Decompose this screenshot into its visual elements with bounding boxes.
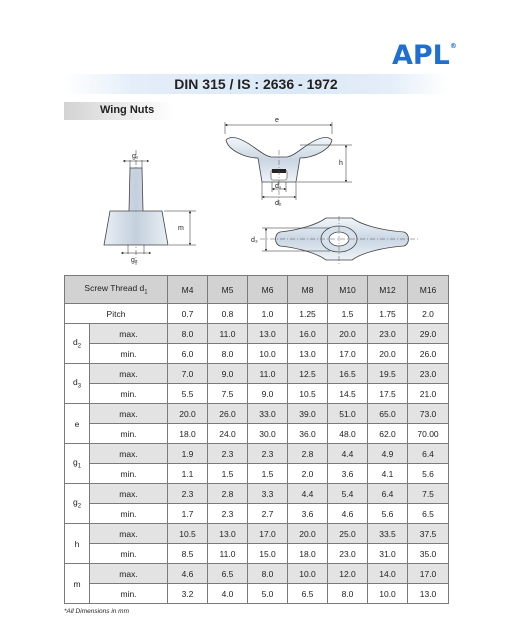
value-cell: 4.0	[208, 584, 248, 604]
value-cell: 10.5	[288, 384, 328, 404]
value-cell: 30.0	[248, 424, 288, 444]
value-cell: 33.0	[248, 404, 288, 424]
table-row	[65, 544, 449, 564]
value-cell: 7.5	[208, 384, 248, 404]
header-size: M5	[208, 276, 248, 304]
value-cell: 4.4	[328, 444, 368, 464]
value-cell: 36.0	[288, 424, 328, 444]
value-cell: 16.5	[328, 364, 368, 384]
value-cell: 8.5	[168, 544, 208, 564]
value-cell: 6.0	[168, 344, 208, 364]
value-cell: 23.0	[408, 364, 449, 384]
value-cell: 4.9	[368, 444, 408, 464]
value-cell: 17.0	[408, 564, 449, 584]
dimension-symbol: $g_1$	[65, 444, 90, 484]
section-title: Wing Nuts	[100, 104, 155, 116]
label-g1: g₁	[132, 153, 139, 160]
value-cell: 10.0	[248, 344, 288, 364]
pitch-label: Pitch	[65, 304, 168, 324]
limit-label: max.	[90, 404, 168, 424]
value-cell: 2.3	[248, 444, 288, 464]
limit-label: min.	[90, 344, 168, 364]
value-cell: 33.5	[368, 524, 408, 544]
table-row	[65, 364, 449, 384]
value-cell: 26.0	[408, 344, 449, 364]
table-row	[65, 384, 449, 404]
table-row	[65, 324, 449, 344]
value-cell: 10.0	[368, 584, 408, 604]
value-cell: 1.5	[208, 464, 248, 484]
dimension-symbol: $d_2$	[65, 324, 90, 364]
label-d1: d₁	[275, 183, 282, 190]
footnote: *All Dimensions in mm	[64, 608, 130, 615]
value-cell: 8.0	[168, 324, 208, 344]
table-row	[65, 524, 449, 544]
side-view	[104, 150, 196, 266]
value-cell: 6.5	[208, 564, 248, 584]
value-cell: 3.6	[328, 464, 368, 484]
value-cell: 13.0	[408, 584, 449, 604]
pitch-cell: 0.7	[168, 304, 208, 324]
value-cell: 6.5	[288, 584, 328, 604]
pitch-cell: 0.8	[208, 304, 248, 324]
brand-name: APL	[392, 40, 450, 71]
value-cell: 11.0	[208, 544, 248, 564]
value-cell: 20.0	[328, 324, 368, 344]
top-view	[251, 216, 420, 264]
table-row	[65, 564, 449, 584]
brand-mark: ®	[449, 42, 457, 50]
value-cell: 20.0	[168, 404, 208, 424]
table-row	[65, 464, 449, 484]
limit-label: min.	[90, 584, 168, 604]
value-cell: 5.6	[408, 464, 449, 484]
value-cell: 2.3	[208, 444, 248, 464]
value-cell: 8.0	[248, 564, 288, 584]
value-cell: 18.0	[288, 544, 328, 564]
value-cell: 20.0	[288, 524, 328, 544]
value-cell: 8.0	[328, 584, 368, 604]
value-cell: 37.5	[408, 524, 449, 544]
value-cell: 6.5	[408, 504, 449, 524]
value-cell: 31.0	[368, 544, 408, 564]
table-row	[65, 424, 449, 444]
header-size: M12	[368, 276, 408, 304]
header-size: M6	[248, 276, 288, 304]
value-cell: 17.5	[368, 384, 408, 404]
table-row	[65, 584, 449, 604]
value-cell: 3.2	[168, 584, 208, 604]
value-cell: 16.0	[288, 324, 328, 344]
table-header-row	[65, 276, 449, 304]
header-size: M4	[168, 276, 208, 304]
header-size: M10	[328, 276, 368, 304]
value-cell: 10.0	[288, 564, 328, 584]
value-cell: 2.8	[288, 444, 328, 464]
value-cell: 51.0	[328, 404, 368, 424]
value-cell: 20.0	[368, 344, 408, 364]
value-cell: 17.0	[248, 524, 288, 544]
value-cell: 14.0	[368, 564, 408, 584]
value-cell: 17.0	[328, 344, 368, 364]
limit-label: min.	[90, 424, 168, 444]
limit-label: max.	[90, 564, 168, 584]
value-cell: 48.0	[328, 424, 368, 444]
dimension-table	[64, 275, 449, 604]
limit-label: max.	[90, 524, 168, 544]
table-row	[65, 404, 449, 424]
table-row	[65, 444, 449, 464]
value-cell: 1.7	[168, 504, 208, 524]
table-row-pitch	[65, 304, 449, 324]
value-cell: 5.5	[168, 384, 208, 404]
value-cell: 4.4	[288, 484, 328, 504]
value-cell: 4.6	[328, 504, 368, 524]
value-cell: 70.00	[408, 424, 449, 444]
value-cell: 2.7	[248, 504, 288, 524]
label-d3: d₃	[251, 237, 258, 244]
pitch-cell: 1.25	[288, 304, 328, 324]
value-cell: 13.0	[248, 324, 288, 344]
dimension-symbol: $g_2$	[65, 484, 90, 524]
wing-nut-drawing	[0, 0, 513, 270]
value-cell: 12.0	[328, 564, 368, 584]
value-cell: 9.0	[248, 384, 288, 404]
value-cell: 3.6	[288, 504, 328, 524]
value-cell: 26.0	[208, 404, 248, 424]
value-cell: 39.0	[288, 404, 328, 424]
pitch-cell: 1.75	[368, 304, 408, 324]
label-m: m	[178, 225, 184, 232]
front-view	[225, 117, 352, 207]
header-size: M16	[408, 276, 449, 304]
value-cell: 9.0	[208, 364, 248, 384]
dimension-symbol: m	[65, 564, 90, 604]
value-cell: 4.1	[368, 464, 408, 484]
pitch-cell: 1.0	[248, 304, 288, 324]
label-e: e	[275, 117, 279, 124]
pitch-cell: 1.5	[328, 304, 368, 324]
pitch-cell: 2.0	[408, 304, 449, 324]
value-cell: 6.4	[368, 484, 408, 504]
value-cell: 29.0	[408, 324, 449, 344]
value-cell: 10.5	[168, 524, 208, 544]
table-row	[65, 504, 449, 524]
value-cell: 2.3	[208, 504, 248, 524]
value-cell: 2.3	[168, 484, 208, 504]
value-cell: 1.1	[168, 464, 208, 484]
value-cell: 1.9	[168, 444, 208, 464]
table-row	[65, 484, 449, 504]
header-size: M8	[288, 276, 328, 304]
label-d2: d₂	[275, 200, 282, 207]
value-cell: 8.0	[208, 344, 248, 364]
value-cell: 5.4	[328, 484, 368, 504]
value-cell: 2.8	[208, 484, 248, 504]
value-cell: 13.0	[208, 524, 248, 544]
value-cell: 7.0	[168, 364, 208, 384]
value-cell: 13.0	[288, 344, 328, 364]
value-cell: 6.4	[408, 444, 449, 464]
value-cell: 23.0	[368, 324, 408, 344]
limit-label: min.	[90, 464, 168, 484]
value-cell: 35.0	[408, 544, 449, 564]
header-screw-thread: Screw Thread $d_1$	[65, 276, 168, 304]
value-cell: 5.6	[368, 504, 408, 524]
value-cell: 11.0	[248, 364, 288, 384]
limit-label: max.	[90, 444, 168, 464]
value-cell: 21.0	[408, 384, 449, 404]
value-cell: 2.0	[288, 464, 328, 484]
limit-label: min.	[90, 384, 168, 404]
value-cell: 73.0	[408, 404, 449, 424]
label-g2: g₂	[131, 257, 138, 264]
value-cell: 65.0	[368, 404, 408, 424]
value-cell: 24.0	[208, 424, 248, 444]
table-row	[65, 344, 449, 364]
value-cell: 62.0	[368, 424, 408, 444]
label-h: h	[339, 160, 343, 167]
dimension-symbol: h	[65, 524, 90, 564]
page-title: DIN 315 / IS : 2636 - 1972	[174, 76, 338, 92]
limit-label: min.	[90, 504, 168, 524]
value-cell: 18.0	[168, 424, 208, 444]
value-cell: 15.0	[248, 544, 288, 564]
dimension-symbol: e	[65, 404, 90, 444]
value-cell: 19.5	[368, 364, 408, 384]
value-cell: 14.5	[328, 384, 368, 404]
value-cell: 1.5	[248, 464, 288, 484]
value-cell: 12.5	[288, 364, 328, 384]
limit-label: max.	[90, 364, 168, 384]
value-cell: 4.6	[168, 564, 208, 584]
value-cell: 5.0	[248, 584, 288, 604]
value-cell: 3.3	[248, 484, 288, 504]
limit-label: min.	[90, 544, 168, 564]
value-cell: 25.0	[328, 524, 368, 544]
limit-label: max.	[90, 484, 168, 504]
value-cell: 11.0	[208, 324, 248, 344]
dimension-symbol: $d_3$	[65, 364, 90, 404]
value-cell: 23.0	[328, 544, 368, 564]
limit-label: max.	[90, 324, 168, 344]
value-cell: 7.5	[408, 484, 449, 504]
